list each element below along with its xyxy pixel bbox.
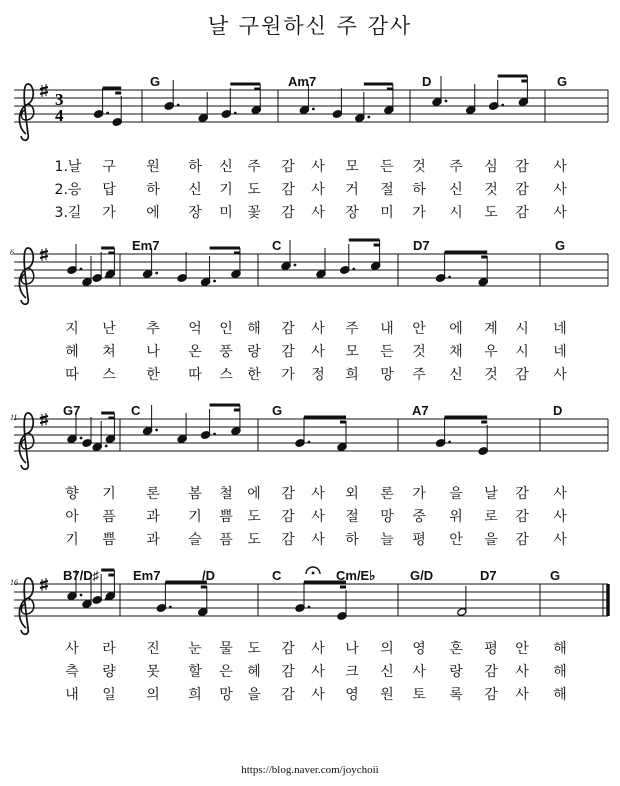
- lyric-syllable: 신: [219, 159, 233, 175]
- music-system-2: [0, 230, 620, 400]
- music-note: [316, 248, 326, 278]
- lyric-syllable: 쁨: [219, 509, 233, 525]
- lyric-line: [0, 638, 620, 658]
- lyric-syllable: 과: [146, 532, 160, 548]
- lyric-syllable: 하: [146, 182, 160, 198]
- lyric-syllable: 사: [553, 205, 567, 221]
- lyric-syllable: 을: [247, 687, 261, 703]
- lyric-syllable: 절: [380, 182, 394, 198]
- lyric-syllable: 영: [412, 641, 426, 657]
- beam: [101, 570, 114, 575]
- svg-text:4: 4: [55, 106, 64, 125]
- lyric-syllable: 평: [484, 641, 498, 657]
- lyric-line: [0, 506, 620, 526]
- lyric-line: [0, 529, 620, 549]
- lyric-syllable: 답: [102, 182, 116, 198]
- lyric-syllable: 감: [515, 159, 529, 175]
- lyric-syllable: 감: [281, 641, 295, 657]
- lyric-line: [0, 202, 620, 222]
- lyric-syllable: 픔: [219, 532, 233, 548]
- music-note: [198, 92, 208, 122]
- lyric-line: [0, 661, 620, 681]
- measure-number: 11: [10, 413, 18, 422]
- lyric-line: [0, 318, 620, 338]
- lyric-syllable: 량: [102, 664, 116, 680]
- lyric-syllable: 감: [281, 321, 295, 337]
- lyric-syllable: 주: [449, 159, 463, 175]
- music-note: [337, 590, 347, 620]
- measure-number: 16: [10, 578, 18, 587]
- chord-label: G7: [63, 403, 81, 418]
- lyric-syllable: 신: [449, 182, 463, 198]
- beam: [445, 252, 488, 257]
- lyric-line: [0, 364, 620, 384]
- lyric-syllable: 측: [65, 664, 79, 680]
- music-note: [142, 405, 158, 435]
- lyric-syllable: 향: [65, 486, 79, 502]
- music-note: [435, 417, 451, 447]
- lyric-syllable: 망: [380, 509, 394, 525]
- lyric-syllable: 사: [311, 532, 325, 548]
- lyric-syllable: 랑: [247, 344, 261, 360]
- lyric-syllable: 하: [345, 532, 359, 548]
- music-note: [337, 421, 347, 451]
- music-note: [92, 252, 108, 282]
- lyric-syllable: 지: [65, 321, 79, 337]
- lyric-syllable: 감: [281, 664, 295, 680]
- lyric-syllable: 슬: [188, 532, 202, 548]
- lyric-syllable: 철: [219, 486, 233, 502]
- beam: [364, 84, 393, 89]
- music-note: [221, 88, 237, 118]
- lyric-syllable: 사: [311, 664, 325, 680]
- lyric-syllable: 꽃: [247, 205, 261, 221]
- lyric-syllable: 사: [311, 159, 325, 175]
- lyric-syllable: 채: [449, 344, 463, 360]
- beam: [445, 417, 488, 422]
- music-system-1: [0, 60, 620, 230]
- lyric-line: [0, 341, 620, 361]
- time-signature: [55, 90, 64, 125]
- lyric-syllable: 감: [281, 159, 295, 175]
- lyric-syllable: 3.길: [54, 205, 82, 221]
- lyric-syllable: 억: [188, 321, 202, 337]
- lyric-syllable: 사: [65, 641, 79, 657]
- lyric-syllable: 감: [515, 486, 529, 502]
- beam: [304, 417, 346, 422]
- lyric-syllable: 나: [345, 641, 359, 657]
- lyric-syllable: 네: [553, 321, 567, 337]
- lyric-syllable: 봄: [188, 486, 202, 502]
- lyric-line: [0, 684, 620, 704]
- lyric-syllable: 도: [247, 532, 261, 548]
- lyric-syllable: 시: [515, 344, 529, 360]
- beam: [101, 413, 114, 418]
- lyric-syllable: 감: [281, 182, 295, 198]
- lyric-syllable: 은: [219, 664, 233, 680]
- lyric-syllable: 추: [146, 321, 160, 337]
- lyric-syllable: 을: [484, 532, 498, 548]
- lyric-syllable: 2.응: [54, 182, 82, 198]
- lyric-syllable: 거: [345, 182, 359, 198]
- lyric-syllable: 기: [219, 182, 233, 198]
- lyric-syllable: 감: [484, 687, 498, 703]
- lyric-syllable: 스: [219, 367, 233, 383]
- lyric-syllable: 랑: [449, 664, 463, 680]
- chord-label: A7: [412, 403, 429, 418]
- lyric-syllable: 로: [484, 509, 498, 525]
- lyric-syllable: 한: [146, 367, 160, 383]
- lyric-syllable: 사: [553, 532, 567, 548]
- lyric-syllable: 사: [553, 509, 567, 525]
- music-system-4: [0, 560, 620, 730]
- chord-label: G/D: [410, 568, 434, 583]
- lyric-syllable: 사: [311, 182, 325, 198]
- lyric-syllable: 해: [247, 321, 261, 337]
- beam: [210, 248, 240, 253]
- svg-text:3: 3: [55, 90, 64, 109]
- beam: [103, 88, 122, 93]
- lyric-syllable: 기: [65, 532, 79, 548]
- lyric-syllable: 신: [449, 367, 463, 383]
- lyric-syllable: 계: [484, 321, 498, 337]
- beam: [230, 84, 260, 89]
- lyric-syllable: 가: [412, 486, 426, 502]
- lyric-syllable: 감: [484, 664, 498, 680]
- lyric-syllable: 것: [412, 159, 426, 175]
- lyric-syllable: 토: [412, 687, 426, 703]
- music-note: [200, 409, 216, 439]
- lyric-syllable: 늘: [380, 532, 394, 548]
- lyric-syllable: 사: [311, 344, 325, 360]
- music-note: [156, 582, 172, 612]
- lyric-syllable: 도: [247, 509, 261, 525]
- lyric-syllable: 스: [102, 367, 116, 383]
- lyric-syllable: 안: [449, 532, 463, 548]
- treble-clef-icon: [19, 84, 33, 140]
- lyric-syllable: 사: [311, 486, 325, 502]
- lyric-syllable: 의: [146, 687, 160, 703]
- lyric-syllable: 중: [412, 509, 426, 525]
- chord-label: D: [422, 74, 432, 89]
- beam: [101, 248, 114, 253]
- lyric-syllable: 감: [281, 687, 295, 703]
- beam: [349, 240, 380, 245]
- chord-label: B7/D♯: [63, 568, 100, 583]
- chord-label: G: [557, 74, 568, 89]
- lyric-syllable: 의: [380, 641, 394, 657]
- lyric-syllable: 원: [146, 159, 160, 175]
- music-note: [164, 80, 180, 110]
- staff-svg: [0, 230, 620, 320]
- fermata-icon: [306, 567, 320, 574]
- lyric-syllable: 크: [345, 664, 359, 680]
- lyric-line: [0, 483, 620, 503]
- lyric-line: [0, 156, 620, 176]
- lyric-syllable: 감: [281, 509, 295, 525]
- lyric-syllable: 해: [553, 687, 567, 703]
- chord-label: Em7: [132, 238, 160, 253]
- lyric-syllable: 사: [311, 205, 325, 221]
- lyric-syllable: 신: [188, 182, 202, 198]
- chord-label: /D: [202, 568, 215, 583]
- lyric-syllable: 사: [412, 664, 426, 680]
- lyric-syllable: 가: [281, 367, 295, 383]
- lyric-syllable: 망: [219, 687, 233, 703]
- lyric-syllable: 것: [484, 182, 498, 198]
- lyric-syllable: 쁨: [102, 532, 116, 548]
- lyric-syllable: 장: [188, 205, 202, 221]
- music-note: [478, 425, 488, 455]
- lyric-syllable: 도: [247, 641, 261, 657]
- lyric-syllable: 사: [515, 664, 529, 680]
- lyric-syllable: 에: [247, 486, 261, 502]
- lyric-syllable: 감: [515, 367, 529, 383]
- lyric-syllable: 온: [188, 344, 202, 360]
- beam: [165, 582, 206, 587]
- music-note: [82, 417, 92, 447]
- lyric-syllable: 것: [484, 367, 498, 383]
- lyric-syllable: 사: [515, 687, 529, 703]
- lyric-syllable: 망: [380, 367, 394, 383]
- lyric-line: [0, 179, 620, 199]
- lyric-syllable: 미: [219, 205, 233, 221]
- music-note: [67, 244, 83, 274]
- lyric-syllable: 모: [345, 344, 359, 360]
- lyric-syllable: 내: [65, 687, 79, 703]
- lyric-syllable: 따: [65, 367, 79, 383]
- lyric-syllable: 기: [102, 486, 116, 502]
- lyric-syllable: 사: [553, 486, 567, 502]
- sharp-icon: [40, 413, 48, 426]
- music-note: [466, 84, 476, 114]
- sharp-icon: [40, 84, 48, 97]
- lyric-syllable: 감: [515, 509, 529, 525]
- lyric-syllable: 헤: [65, 344, 79, 360]
- measure-number: 6: [10, 248, 14, 257]
- music-note: [355, 92, 371, 122]
- lyric-syllable: 사: [311, 641, 325, 657]
- lyric-syllable: 안: [412, 321, 426, 337]
- chord-label: C: [272, 238, 282, 253]
- lyric-syllable: 가: [412, 205, 426, 221]
- chord-label: C: [131, 403, 141, 418]
- lyric-syllable: 난: [102, 321, 116, 337]
- lyric-syllable: 나: [146, 344, 160, 360]
- lyric-syllable: 기: [188, 509, 202, 525]
- song-title: 날 구원하신 주 감사: [207, 14, 413, 38]
- chord-label: C: [272, 568, 282, 583]
- chord-label: G: [272, 403, 283, 418]
- lyric-syllable: 할: [188, 664, 202, 680]
- lyric-syllable: 감: [281, 205, 295, 221]
- treble-clef-icon: [19, 248, 33, 304]
- treble-clef-icon: [19, 578, 33, 634]
- lyric-syllable: 진: [146, 641, 160, 657]
- music-note: [82, 256, 92, 286]
- lyric-syllable: 안: [515, 641, 529, 657]
- music-note: [432, 76, 448, 106]
- lyric-syllable: 해: [553, 641, 567, 657]
- lyric-syllable: 쳐: [102, 344, 116, 360]
- lyric-syllable: 해: [553, 664, 567, 680]
- lyric-syllable: 사: [553, 367, 567, 383]
- music-note: [177, 413, 187, 443]
- chord-label: G: [550, 568, 561, 583]
- blog-url: https://blog.naver.com/joychoii: [241, 764, 379, 776]
- staff-lines: [14, 254, 608, 286]
- lyric-syllable: 사: [553, 159, 567, 175]
- lyric-syllable: 것: [412, 344, 426, 360]
- lyric-syllable: 못: [146, 664, 160, 680]
- lyric-syllable: 과: [146, 509, 160, 525]
- music-note: [112, 96, 122, 126]
- lyric-syllable: 사: [311, 321, 325, 337]
- music-note: [200, 256, 216, 286]
- lyric-syllable: 든: [380, 159, 394, 175]
- lyric-syllable: 네: [553, 344, 567, 360]
- lyric-syllable: 혼: [449, 641, 463, 657]
- lyric-syllable: 인: [219, 321, 233, 337]
- lyric-syllable: 픔: [102, 509, 116, 525]
- lyric-syllable: 따: [188, 367, 202, 383]
- chord-label: Em7: [133, 568, 161, 583]
- lyric-syllable: 감: [281, 344, 295, 360]
- lyric-syllable: 심: [484, 159, 498, 175]
- chord-label: D: [553, 403, 563, 418]
- lyric-syllable: 도: [247, 182, 261, 198]
- lyric-syllable: 시: [449, 205, 463, 221]
- music-note: [198, 586, 208, 616]
- lyric-syllable: 희: [188, 687, 202, 703]
- music-note: [332, 88, 342, 118]
- music-note: [281, 240, 297, 270]
- music-note: [435, 252, 451, 282]
- lyric-syllable: 사: [553, 182, 567, 198]
- lyric-syllable: 혜: [247, 664, 261, 680]
- chord-label: Cm/E♭: [336, 568, 376, 583]
- lyric-syllable: 주: [247, 159, 261, 175]
- lyric-syllable: 을: [449, 486, 463, 502]
- staff-lines: [14, 584, 608, 616]
- staff-svg: [0, 395, 620, 485]
- lyric-syllable: 든: [380, 344, 394, 360]
- chord-label: G: [150, 74, 161, 89]
- music-note: [489, 80, 505, 110]
- chord-label: D7: [413, 238, 430, 253]
- lyric-syllable: 원: [380, 687, 394, 703]
- lyric-syllable: 물: [219, 641, 233, 657]
- chord-label: G: [555, 238, 566, 253]
- lyric-syllable: 정: [311, 367, 325, 383]
- lyric-syllable: 아: [65, 509, 79, 525]
- lyric-syllable: 감: [515, 182, 529, 198]
- music-note: [457, 586, 467, 616]
- lyric-syllable: 평: [412, 532, 426, 548]
- lyric-syllable: 1.날: [54, 159, 82, 175]
- lyric-syllable: 모: [345, 159, 359, 175]
- lyric-syllable: 하: [412, 182, 426, 198]
- sharp-icon: [40, 578, 48, 591]
- lyric-syllable: 영: [345, 687, 359, 703]
- music-note: [340, 244, 356, 274]
- lyric-syllable: 감: [515, 205, 529, 221]
- lyric-syllable: 날: [484, 486, 498, 502]
- lyric-syllable: 가: [102, 205, 116, 221]
- lyric-syllable: 외: [345, 486, 359, 502]
- staff-lines: [14, 419, 608, 451]
- music-note: [177, 252, 187, 282]
- chord-label: D7: [480, 568, 497, 583]
- lyric-syllable: 위: [449, 509, 463, 525]
- music-note: [295, 417, 311, 447]
- music-note: [295, 582, 311, 612]
- music-note: [478, 256, 488, 286]
- lyric-syllable: 장: [345, 205, 359, 221]
- treble-clef-icon: [19, 413, 33, 469]
- music-note: [93, 88, 109, 118]
- lyric-syllable: 미: [380, 205, 394, 221]
- lyric-syllable: 하: [188, 159, 202, 175]
- lyric-syllable: 시: [515, 321, 529, 337]
- lyric-syllable: 사: [311, 509, 325, 525]
- lyric-syllable: 구: [102, 159, 116, 175]
- lyric-syllable: 사: [311, 687, 325, 703]
- sharp-icon: [40, 248, 48, 261]
- lyric-syllable: 내: [380, 321, 394, 337]
- music-note: [92, 421, 108, 451]
- lyric-syllable: 한: [247, 367, 261, 383]
- lyric-syllable: 눈: [188, 641, 202, 657]
- lyric-syllable: 희: [345, 367, 359, 383]
- lyric-syllable: 일: [102, 687, 116, 703]
- lyric-syllable: 도: [484, 205, 498, 221]
- lyric-syllable: 절: [345, 509, 359, 525]
- beam: [210, 405, 240, 410]
- lyric-syllable: 신: [380, 664, 394, 680]
- lyric-syllable: 에: [449, 321, 463, 337]
- lyric-syllable: 록: [449, 687, 463, 703]
- music-system-3: [0, 395, 620, 565]
- chord-label: Am7: [288, 74, 317, 89]
- lyric-syllable: 주: [345, 321, 359, 337]
- lyric-syllable: 에: [146, 205, 160, 221]
- lyric-syllable: 감: [281, 532, 295, 548]
- lyric-syllable: 론: [146, 486, 160, 502]
- lyric-syllable: 감: [281, 486, 295, 502]
- lyric-syllable: 론: [380, 486, 394, 502]
- beam: [498, 76, 528, 81]
- lyric-syllable: 주: [412, 367, 426, 383]
- lyric-syllable: 우: [484, 344, 498, 360]
- lyric-syllable: 풍: [219, 344, 233, 360]
- lyric-syllable: 라: [102, 641, 116, 657]
- lyric-syllable: 감: [515, 532, 529, 548]
